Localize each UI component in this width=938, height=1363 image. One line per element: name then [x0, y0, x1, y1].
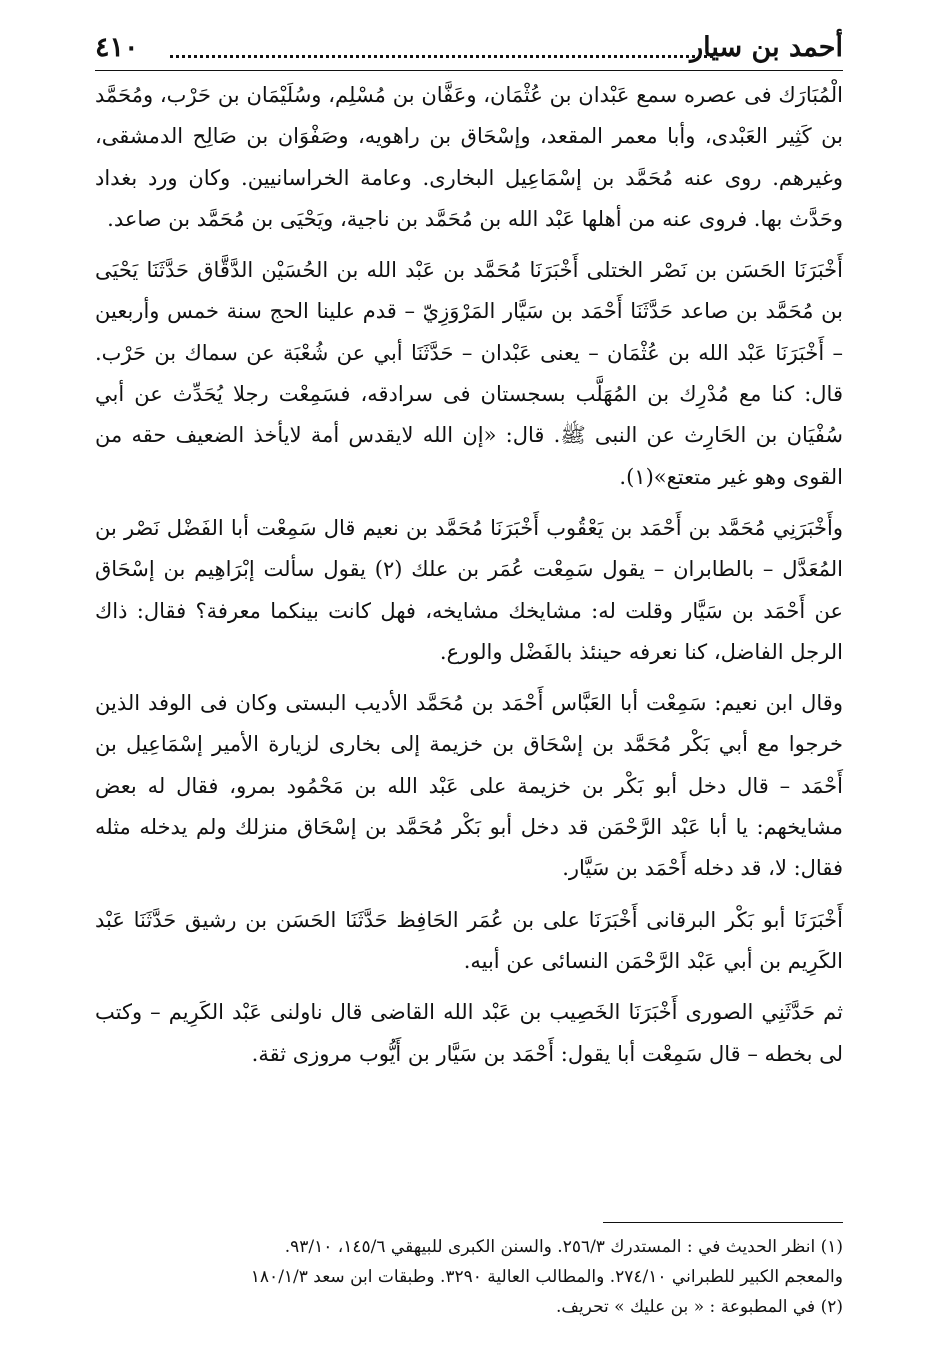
footnote-line: والمعجم الكبير للطبراني ٢٧٤/١٠. والمطالب العالية ٣٢٩٠. وطبقات ابن سعد ١٨٠/١/٣	[250, 1267, 843, 1287]
paragraph: ثم حَدَّثَنِي الصورى أَخْبَرَنَا الخَصِيب بن عَبْد الله القاضى قال ناولنى عَبْد الكَرِيم – وكتب لى بخطه – قال سَمِعْت أبا يقول: أَحْمَد بن سَيَّار بن أَيُّوب مروزى ثقة.	[95, 1000, 843, 1066]
page-number: ٤١٠	[95, 32, 139, 63]
body-text	[95, 75, 843, 1085]
paragraph: الْمُبَارَك فى عصره سمع عَبْدان بن عُثْمَان، وعَفَّان بن مُسْلِم، وسُلَيْمَان بن حَرْب، ومُحَمَّد بن كَثِير العَبْدى، وأبا معمر المقعد، وإسْحَاق بن راهويه، وصَفْوَان بن صَالِح الدمشقى، وغيرهم. روى عنه مُحَمَّد بن إسْمَاعِيل البخارى. وعامة الخراسانيين. وكان ورد بغداد وحَدَّث بها. فروى عنه من أهلها عَبْد الله بن مُحَمَّد بن ناجية، ويَحْيَى بن مُحَمَّد بن صاعد.	[95, 83, 843, 231]
page-header	[95, 30, 843, 71]
paragraph: أَخْبَرَنَا الحَسَن بن نَصْر الختلى أَخْبَرَنَا مُحَمَّد بن عَبْد الله بن الحُسَيْن الدَّقَّاق حَدَّثَنَا يَحْيَى بن مُحَمَّد بن صاعد حَدَّثَنَا أَحْمَد بن سَيَّار المَرْوَزِيّ – قدم علينا الحج سنة خمس وأربعين – أَخْبَرَنَا عَبْد الله بن عُثْمَان – يعنى عَبْدان – حَدَّثَنَا أبي عن شُعْبَة عن سماك بن حَرْب. قال: كنا مع مُدْرِك بن المُهَلَّب بسجستان فى سرادقه، فسَمِعْت رجلا يُحَدِّث عن أبي سُفْيَان بن الحَارِث عن النبى ﷺ. قال: «إن الله لايقدس أمة لايأخذ الضعيف حقه من القوى وهو غير متعتع»(١).	[95, 258, 843, 489]
footnote-line: (١) انظر الحديث في : المستدرك ٢٥٦/٣. والسنن الكبرى للبيهقي ١٤٥/٦، ٩٣/١٠.	[284, 1237, 843, 1257]
footnote-divider	[603, 1222, 843, 1223]
running-title: أحمد بن سيار	[690, 32, 843, 63]
footnote-line: (٢) في المطبوعة : « بن عليك » تحريف.	[555, 1297, 843, 1317]
header-dot-leader	[170, 55, 713, 58]
paragraph: وأَخْبَرَنِي مُحَمَّد بن أَحْمَد بن يَعْقُوب أَخْبَرَنَا مُحَمَّد بن نعيم قال سَمِعْت أبا الفَضْل نَصْر بن المُعَدَّل – بالطابران – يقول سَمِعْت عُمَر بن علك (٢) يقول سألت إبْرَاهِيم بن إسْحَاق عن أَحْمَد بن سَيَّار وقلت له: مشايخك مشايخه، فهل كانت بينكما معرفة؟ فقال: ذاك الرجل الفاضل، كنا نعرفه حينئذ بالفَضْل والورع.	[95, 515, 844, 664]
footnotes	[95, 1232, 843, 1322]
paragraph: أَخْبَرَنَا أبو بَكْر البرقانى أَخْبَرَنَا على بن عُمَر الحَافِظ حَدَّثَنَا الحَسَن بن رشيق حَدَّثَنَا عَبْد الكَرِيم بن أبي عَبْد الرَّحْمَن النسائى عن أبيه.	[95, 907, 843, 973]
paragraph: وقال ابن نعيم: سَمِعْت أبا العَبَّاس أَحْمَد بن مُحَمَّد الأديب البستى وكان فى الوفد الذين خرجوا مع أبي بَكْر مُحَمَّد بن إسْحَاق بن خزيمة إلى بخارى لزيارة الأمير إسْمَاعِيل بن أَحْمَد – قال دخل أبو بَكْر بن خزيمة على عَبْد الله بن مَحْمُود بمرو، فقال له بعض مشايخهم: يا أبا عَبْد الرَّحْمَن قد دخل أبو بَكْر مُحَمَّد بن إسْحَاق منزلك ولم يدخله مثله فقال: لا، قد دخله أَحْمَد بن سَيَّار.	[95, 691, 843, 881]
